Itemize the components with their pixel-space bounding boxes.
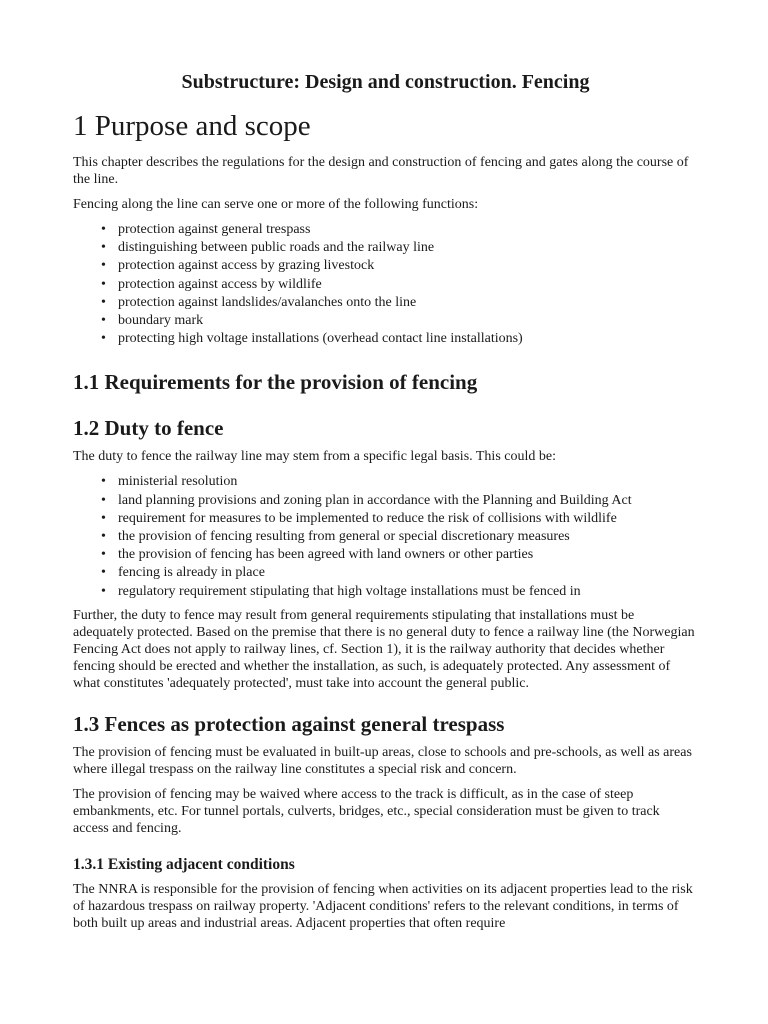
list-item: • distinguishing between public roads and the railway line [118,239,698,257]
section-1-heading: 1 Purpose and scope [73,110,311,142]
section-1-3-paragraph-1: The provision of fencing must be evaluated in built-up areas, close to schools and pre-schools, as well as areas where illegal trespass on the railway line constitutes a special risk and concern. [73,744,692,777]
section-1-paragraph-1: This chapter describes the regulations for the design and construction of fencing and gates along the course of the line. [73,155,689,187]
list-item: • regulatory requirement stipulating that high voltage installations must be fenced in [118,583,698,601]
section-1-paragraph-2: Fencing along the line can serve one or more of the following functions: [73,197,479,212]
list-item: • protection against access by wildlife [118,276,698,294]
list-item: • ministerial resolution [118,473,698,491]
list-item: • land planning provisions and zoning plan in accordance with the Planning and Building Act [118,492,698,510]
list-item: • the provision of fencing has been agreed with land owners or other parties [118,546,698,564]
section-1-3-1-paragraph-1: The NNRA is responsible for the provision of fencing when activities on its adjacent properties lead to the risk of hazardous trespass on railway property. 'Adjacent conditions' refers to the relevant conditions, in terms of both built up areas and industrial areas. Adjacent properties that often require [73,881,693,931]
document-body [73,108,698,932]
section-1-2-paragraph-1: The duty to fence the railway line may stem from a specific legal basis. This could be: [73,449,556,465]
document-title: Substructure: Design and construction. Fencing [181,71,590,93]
section-1-2-paragraph-2: Further, the duty to fence may result from general requirements stipulating that installations must be adequately protected. Based on the premise that there is no general duty to fence a railway line (the Norwegian Fencing Act does not apply to railway lines, cf. Section 1), it is the railway authority that decides whether fencing should be erected and whether the installation, as such, is adequately protected. Any assessment of what constitutes 'adequately protected', must take into account the general public. [73,607,695,691]
section-1-2-heading: 1.2 Duty to fence [73,416,224,441]
section-1-1-heading: 1.1 Requirements for the provision of fencing [73,370,478,395]
section-1-3-1-heading: 1.3.1 Existing adjacent conditions [73,855,295,873]
section-1-3-heading: 1.3 Fences as protection against general trespass [73,711,505,736]
functions-list [73,221,698,348]
list-item: • fencing is already in place [118,564,698,582]
list-item: • the provision of fencing resulting from general or special discretionary measures [118,528,698,546]
legal-bases-list [73,473,698,600]
list-item: • protecting high voltage installations (overhead contact line installations) [118,330,698,348]
section-1-3-paragraph-2: The provision of fencing may be waived where access to the track is difficult, as in the case of steep embankments, etc. For tunnel portals, culverts, bridges, etc., special consideration must be given to track access and fencing. [73,786,660,836]
list-item: • protection against general trespass [118,221,698,239]
list-item: • protection against landslides/avalanches onto the line [118,294,698,312]
list-item: • boundary mark [118,312,698,330]
list-item: • requirement for measures to be implemented to reduce the risk of collisions with wildlife [118,510,698,528]
list-item: • protection against access by grazing livestock [118,257,698,275]
